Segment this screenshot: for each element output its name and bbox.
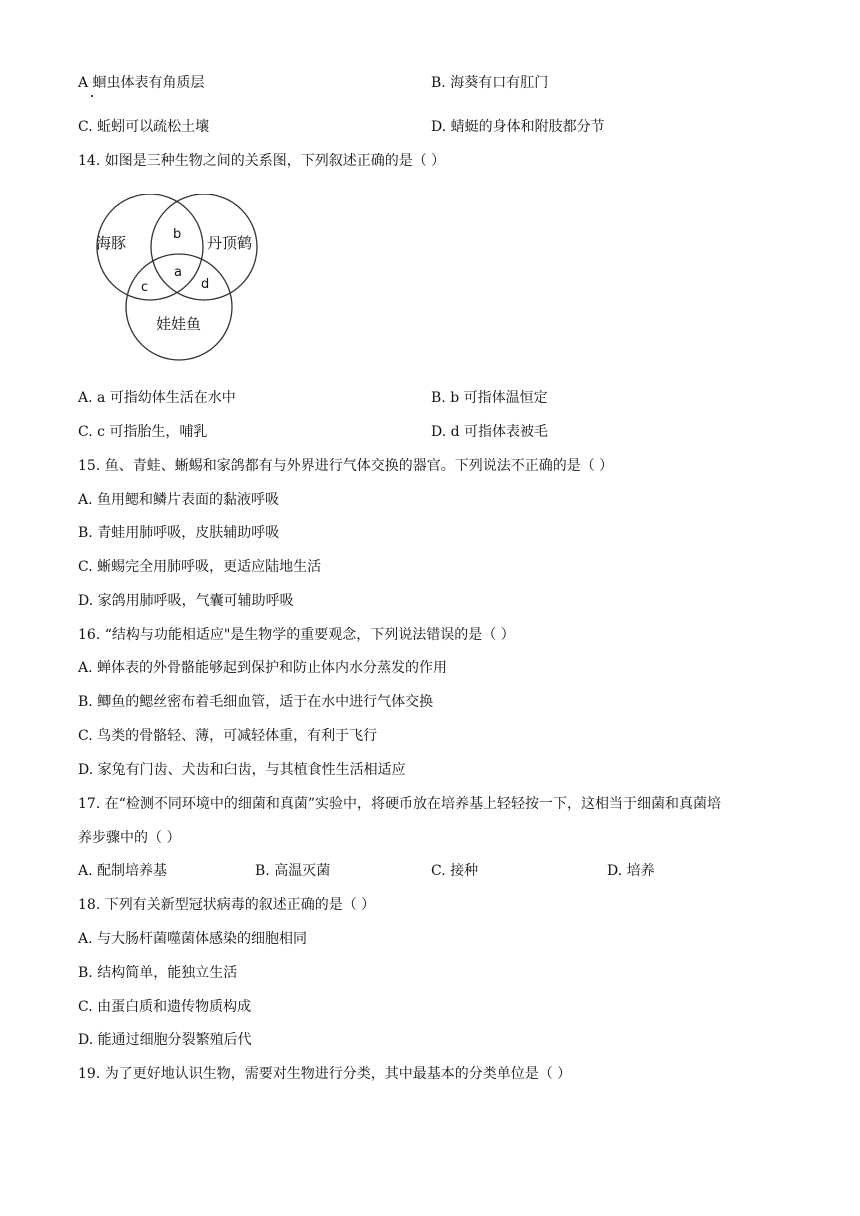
- venn-region-a: a: [174, 265, 182, 280]
- venn-region-b: b: [173, 227, 182, 242]
- q15-option-d: D. 家鸽用肺呼吸，气囊可辅助呼吸: [78, 593, 294, 609]
- q17-option-c: C. 接种: [431, 863, 479, 879]
- q17-option-a: A. 配制培养基: [78, 863, 168, 879]
- q18-option-c: C. 由蛋白质和遗传物质构成: [78, 999, 252, 1015]
- q15-option-b: B. 青蛙用肺呼吸，皮肤辅助呼吸: [78, 525, 280, 541]
- q15-stem: 15. 鱼、青蛙、蜥蜴和家鸽都有与外界进行气体交换的器官。下列说法不正确的是（ ）: [78, 458, 614, 474]
- q14-stem: 14. 如图是三种生物之间的关系图，下列叙述正确的是（ ）: [78, 153, 446, 169]
- venn-region-d: d: [201, 277, 210, 292]
- q14-option-d: D. d 可指体表被毛: [431, 424, 549, 440]
- q17-option-d: D. 培养: [607, 863, 655, 879]
- q15-option-c: C. 蜥蜴完全用肺呼吸，更适应陆地生活: [78, 559, 322, 575]
- q16-option-c: C. 鸟类的骨骼轻、薄，可减轻体重，有利于飞行: [78, 728, 378, 744]
- q17-stem-line2: 养步骤中的（ ）: [78, 830, 181, 846]
- q16-option-d: D. 家兔有门齿、犬齿和臼齿，与其植食性生活相适应: [78, 762, 406, 778]
- q14-option-b: B. b 可指体温恒定: [431, 390, 548, 406]
- q15-option-a: A. 鱼用鳃和鳞片表面的黏液呼吸: [78, 492, 280, 508]
- q17-option-b: B. 高温灭菌: [255, 863, 331, 879]
- emphasis-dot: [91, 95, 93, 97]
- q13-option-d: D. 蜻蜓的身体和附肢都分节: [431, 119, 605, 135]
- q17-stem-line1: 17. 在“检测不同环境中的细菌和真菌”实验中，将硬币放在培养基上轻轻按一下，这相当于细菌和真菌培: [78, 796, 722, 812]
- q19-stem: 19. 为了更好地认识生物，需要对生物进行分类，其中最基本的分类单位是（ ）: [78, 1066, 572, 1082]
- q13-option-b: B. 海葵有口有肛门: [431, 75, 549, 91]
- venn-label-salamander: 娃娃鱼: [156, 315, 202, 333]
- q14-option-c: C. c 可指胎生，哺乳: [78, 424, 208, 440]
- venn-label-dolphin: 海豚: [96, 234, 127, 252]
- q16-option-b: B. 鲫鱼的鳃丝密布着毛细血管，适于在水中进行气体交换: [78, 694, 434, 710]
- venn-label-crane: 丹顶鹤: [207, 234, 253, 252]
- q18-option-a: A. 与大肠杆菌噬菌体感染的细胞相同: [78, 931, 308, 947]
- q13-option-a: A 蛔虫体表有角质层: [78, 75, 205, 91]
- q16-option-a: A. 蝉体表的外骨骼能够起到保护和防止体内水分蒸发的作用: [78, 660, 448, 676]
- q18-option-b: B. 结构简单，能独立生活: [78, 965, 238, 981]
- q16-stem: 16. “结构与功能相适应"是生物学的重要观念，下列说法错误的是（ ）: [78, 627, 515, 643]
- q18-stem: 18. 下列有关新型冠状病毒的叙述正确的是（ ）: [78, 897, 376, 913]
- venn-region-c: c: [141, 280, 149, 295]
- q14-option-a: A. a 可指幼体生活在水中: [78, 390, 236, 406]
- q13-option-c: C. 蚯蚓可以疏松土壤: [78, 119, 210, 135]
- q18-option-d: D. 能通过细胞分裂繁殖后代: [78, 1032, 252, 1048]
- venn-diagram: [92, 194, 264, 364]
